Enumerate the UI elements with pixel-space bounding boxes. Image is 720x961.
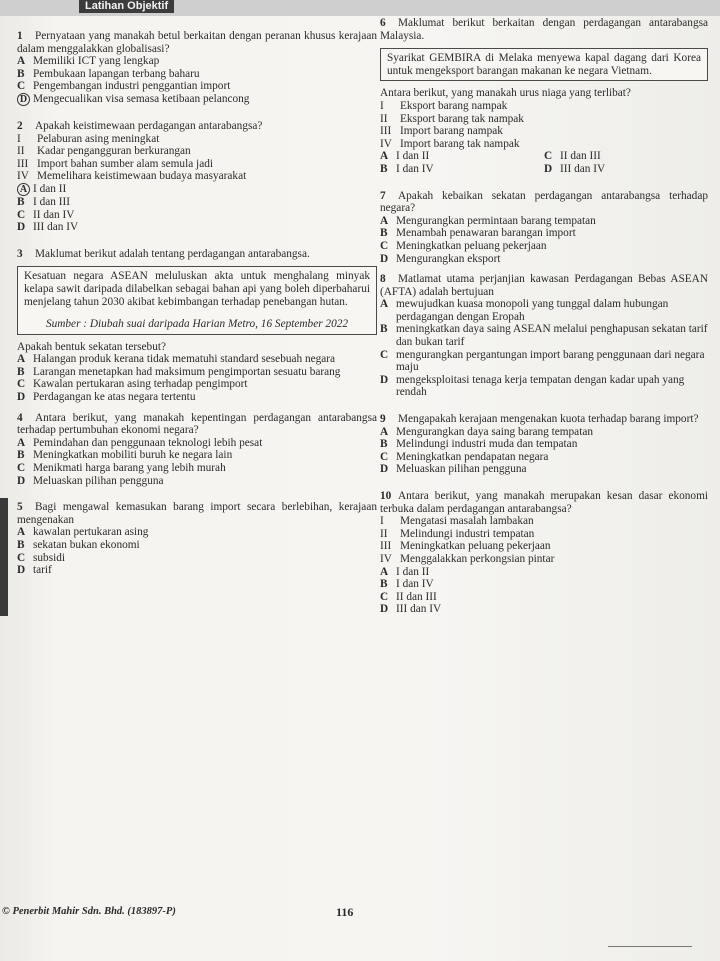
question-7 [380, 190, 708, 266]
option-d[interactable]: D mengeksploitasi tenaga kerja tempatan dengan kadar upah yang rendah [380, 373, 685, 399]
info-box [17, 266, 377, 334]
option-c[interactable]: C II dan IV [17, 208, 75, 221]
option-d[interactable]: D Meluaskan pilihan pengguna [17, 474, 164, 487]
option-d[interactable]: D III dan IV [17, 221, 79, 234]
option-b[interactable]: B Menambah penawaran barangan import [380, 227, 576, 240]
option-b[interactable]: B I dan IV [380, 162, 434, 175]
statement-ii: II Melindungi industri tempatan [380, 527, 535, 540]
option-a[interactable]: A mewujudkan kuasa monopoli yang tunggal dalam hubungan perdagangan dengan Eropah [380, 298, 669, 323]
question-text: Antara berikut, yang manakah kepentingan perdagangan antarabangsa terhadap pertumbuhan ekonomi negara? [17, 411, 377, 437]
option-b[interactable]: B Pembukaan lapangan terbang baharu [17, 67, 200, 80]
statement-i: I Eksport barang nampak [380, 99, 508, 112]
statement-iii: III Meningkatkan peluang pekerjaan [380, 540, 551, 553]
option-d[interactable]: D Mengurangkan eksport [380, 252, 501, 265]
question-text: Pernyataan yang manakah betul berkaitan dengan peranan khusus kerajaan dalam menggalakkan globalisasi? [17, 30, 377, 55]
option-c[interactable]: C Meningkatkan peluang pekerjaan [380, 239, 547, 252]
question-9 [380, 413, 708, 476]
question-text: Maklumat berikut berkaitan dengan perdagangan antarabangsa Malaysia. [380, 17, 708, 42]
statement-iv: IV Memelihara keistimewaan budaya masyarakat [17, 170, 247, 183]
question-5 [17, 501, 377, 577]
statement-ii: II Eksport barang tak nampak [380, 112, 524, 125]
option-d[interactable]: D Meluaskan pilihan pengguna [380, 463, 527, 476]
question-number: 2 [17, 119, 23, 132]
section-title: Latihan Objektif [79, 0, 174, 13]
left-column [17, 30, 377, 577]
statement-ii: II Kadar pengangguran berkurangan [17, 145, 191, 158]
option-a[interactable]: A Halangan produk kerana tidak mematuhi standard sesebuah negara [17, 353, 336, 366]
option-c[interactable]: C II dan III [544, 150, 601, 163]
option-d[interactable]: D III dan IV [380, 603, 442, 616]
option-a[interactable]: A Memiliki ICT yang lengkap [17, 55, 160, 68]
question-number: 3 [17, 247, 23, 260]
option-b[interactable]: B Meningkatkan mobiliti buruh ke negara lain [17, 449, 233, 462]
question-number: 9 [380, 413, 386, 426]
option-a[interactable]: A Mengurangkan daya saing barang tempatan [380, 425, 593, 438]
option-b[interactable]: B Melindungi industri muda dan tempatan [380, 438, 578, 451]
box-text: Kesatuan negara ASEAN meluluskan akta untuk menghalang minyak kelapa sawit daripada dilabelkan sebagai bahan api yang boleh diperbaharui menjelang tahun 2030 akibat kebimbangan terhadap penebangan hutan. [24, 270, 370, 308]
publisher-credit: © Penerbit Mahir Sdn. Bhd. (183897-P) [2, 906, 176, 917]
statement-iv: IV Menggalakkan perkongsian pintar [380, 552, 555, 565]
question-3 [17, 248, 377, 404]
question-number: 5 [17, 501, 23, 514]
option-c[interactable]: C Menikmati harga barang yang lebih murah [17, 462, 226, 475]
option-c[interactable]: C subsidi [17, 551, 66, 564]
statement-iii: III Import barang nampak [380, 125, 503, 138]
question-4 [17, 412, 377, 488]
option-a[interactable]: A Pemindahan dan penggunaan teknologi lebih pesat [17, 436, 263, 449]
option-c[interactable]: C Kawalan pertukaran asing terhadap pengimport [17, 378, 248, 391]
question-2 [17, 120, 377, 234]
option-c[interactable]: C II dan III [380, 590, 437, 603]
question-text: Antara berikut, yang manakah merupakan kesan dasar ekonomi terbuka dalam perdagangan antarabangsa? [380, 490, 708, 515]
option-b[interactable]: B I dan IV [380, 578, 434, 591]
box-text: Syarikat GEMBIRA di Melaka menyewa kapal dagang dari Korea untuk mengeksport barangan makanan ke negara Vietnam. [387, 52, 701, 77]
question-text: Bagi mengawal kemasukan barang import secara berlebihan, kerajaan mengenakan [17, 501, 377, 526]
option-b[interactable]: B I dan III [17, 195, 71, 208]
question-number: 10 [380, 490, 392, 502]
question-text: Apakah kebaikan sekatan perdagangan antarabangsa terhadap negara? [380, 189, 708, 215]
option-b[interactable]: B sekatan bukan ekonomi [17, 539, 140, 551]
question-10 [380, 490, 708, 616]
option-b[interactable]: B meningkatkan daya saing ASEAN melalui penghapusan sekatan tarif dan bukan tarif [380, 323, 708, 349]
options-row-1 [380, 150, 708, 163]
question-number: 4 [17, 411, 23, 424]
statement-i: I Mengatasi masalah lambakan [380, 515, 534, 528]
question-text: Maklumat berikut adalah tentang perdagangan antarabangsa. [35, 247, 310, 260]
option-a[interactable]: A kawalan pertukaran asing [17, 526, 149, 539]
statement-i: I Pelaburan asing meningkat [17, 132, 160, 145]
question-8 [380, 273, 708, 399]
right-column [380, 17, 708, 616]
page-number: 116 [336, 905, 354, 919]
question-number: 1 [17, 30, 23, 42]
sub-question: Apakah bentuk sekatan tersebut? [17, 340, 166, 353]
option-c[interactable]: C Meningkatkan pendapatan negara [380, 450, 549, 463]
option-d-circled[interactable]: D Mengecualikan visa semasa ketibaan pelancong [17, 93, 377, 106]
question-text: Apakah keistimewaan perdagangan antarabangsa? [35, 119, 263, 132]
sub-question: Antara berikut, yang manakah urus niaga yang terlibat? [380, 87, 631, 100]
info-box [380, 48, 708, 81]
binding-edge-strip [0, 498, 8, 616]
option-c[interactable]: C mengurangkan pergantungan import barang penggunaan dari negara maju [380, 348, 705, 374]
question-number: 7 [380, 189, 386, 202]
option-a[interactable]: A I dan II [380, 565, 430, 578]
option-d[interactable]: D Perdagangan ke atas negara tertentu [17, 391, 196, 404]
option-a[interactable]: A Mengurangkan permintaan barang tempatan [380, 214, 596, 227]
option-a[interactable]: A I dan II [380, 150, 430, 163]
option-d[interactable]: D tarif [17, 564, 52, 577]
option-a-circled[interactable]: A I dan II [17, 183, 377, 196]
option-c[interactable]: C Pengembangan industri penggantian import [17, 80, 231, 93]
question-6 [380, 17, 708, 176]
box-source: Sumber : Diubah suai daripada Harian Metro, 16 September 2022 [45, 318, 349, 331]
question-number: 8 [380, 273, 386, 286]
statement-iv: IV Import barang tak nampak [380, 137, 520, 150]
footer-rule [608, 946, 692, 947]
statement-iii: III Import bahan sumber alam semula jadi [17, 157, 213, 170]
options-row-2 [380, 163, 708, 176]
option-b[interactable]: B Larangan menetapkan had maksimum pengimportan sesuatu barang [17, 365, 341, 378]
question-text: Mengapakah kerajaan mengenakan kuota terhadap barang import? [398, 413, 699, 426]
option-d[interactable]: D III dan IV [544, 162, 606, 175]
question-number: 6 [380, 17, 386, 29]
question-text: Matlamat utama perjanjian kawasan Perdagangan Bebas ASEAN (AFTA) adalah bertujuan [380, 273, 708, 298]
question-1 [17, 30, 377, 106]
